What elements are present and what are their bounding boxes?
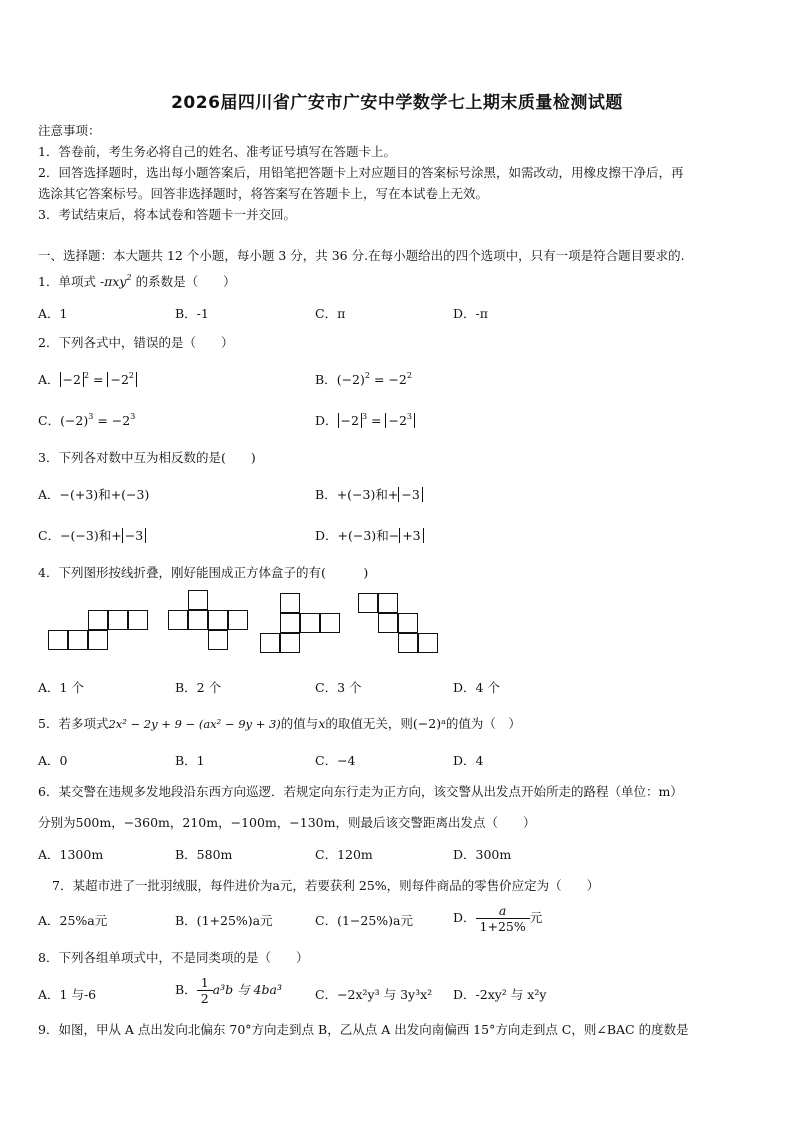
question-4: 4．下列图形按线折叠，刚好能围成正方体盒子的有( ) <box>38 565 369 580</box>
cube-net-3 <box>260 593 345 655</box>
notes-item-3: 3．考试结束后，将本试卷和答题卡一并交回。 <box>38 207 296 222</box>
q1-option-b: B．-1 <box>175 306 209 321</box>
q3-option-b: B．+(−3)和+ −3 <box>315 485 423 503</box>
q7-option-a: A．25%a元 <box>38 913 108 928</box>
notes-item-2: 2．回答选择题时，选出每小题答案后，用铅笔把答题卡上对应题目的答案标号涂黑，如需改动，用橡皮擦干净后，再 <box>38 165 684 180</box>
q1-option-a: A．1 <box>38 306 68 321</box>
q7-option-b: B．(1+25%)a元 <box>175 913 273 928</box>
q5-option-b: B．1 <box>175 753 205 768</box>
cube-net-4 <box>358 593 443 655</box>
q5-expr2: (−2)ᵃ <box>412 716 446 731</box>
q4-option-d: D．4 个 <box>453 680 500 695</box>
page-title: 2026届四川省广安市广安中学数学七上期末质量检测试题 <box>171 93 623 113</box>
q1-stem-b: 的系数是（ ） <box>135 274 236 289</box>
q1-option-c: C．π <box>315 306 346 321</box>
q5-option-a: A．0 <box>38 753 68 768</box>
q7-option-c: C．(1−25%)a元 <box>315 913 413 928</box>
q7-option-d: D． $\frac{a}{1+25\%}$ 元 <box>453 903 543 934</box>
q2-option-a: A． −2 $^2 = -2^2$ <box>38 370 137 388</box>
section-heading: 一、选择题：本大题共 12 个小题，每小题 3 分，共 36 分.在每小题给出的四个选项中，只有一项是符合题目要求的. <box>38 248 685 263</box>
q5-expr: 2x² − 2y + 9 − (ax² − 9y + 3) <box>108 717 281 731</box>
question-8: 8．下列各组单项式中，不是同类项的是（ ） <box>38 950 309 965</box>
q2-option-b: B．$(-2)^2 = -2^2$ <box>315 371 412 387</box>
q5-option-c: C．−4 <box>315 753 356 768</box>
question-6-line-1: 6．某交警在违规多发地段沿东西方向巡逻．若规定向东行走为正方向，该交警从出发点开始所走的路程（单位：m） <box>38 784 683 799</box>
q3-option-d: D．+(−3)和− +3 <box>315 526 424 544</box>
q4-option-a: A．1 个 <box>38 680 84 695</box>
q4-option-c: C．3 个 <box>315 680 362 695</box>
q2-option-c: C．$(-2)^3 = -2^3$ <box>38 412 136 428</box>
q1-option-d: D．-π <box>453 306 488 321</box>
cube-net-1 <box>48 590 153 652</box>
q2-option-d: D． −2 $^3 = -2^3$ <box>315 411 415 429</box>
q8-option-c: C．−2x²y³ 与 3y³x² <box>315 987 433 1002</box>
question-9: 9．如图，甲从 A 点出发向北偏东 70°方向走到点 B，乙从点 A 出发向南偏西 15°方向走到点 C，则∠BAC 的度数是 <box>38 1022 689 1037</box>
q6-option-d: D．300m <box>453 847 512 862</box>
q8-option-b: B． $\frac{1}{2}$ a³b 与 4ba³ <box>175 975 282 1006</box>
question-3: 3．下列各对数中互为相反数的是( ) <box>38 450 256 465</box>
q3-option-c: C．−(−3)和+ −3 <box>38 526 146 544</box>
question-1 <box>38 272 236 290</box>
q5-option-d: D．4 <box>453 753 484 768</box>
question-2: 2．下列各式中，错误的是（ ） <box>38 335 234 350</box>
q8-option-a: A．1 与-6 <box>38 987 97 1002</box>
question-7: 7．某超市进了一批羽绒服，每件进价为a元，若要获利 25%，则每件商品的零售价应定为（ ） <box>52 878 600 893</box>
q6-option-c: C．120m <box>315 847 373 862</box>
q3-option-a: A．−(+3)和+(−3) <box>38 487 150 502</box>
q1-expr: -πxy$^2$ <box>99 273 132 289</box>
notes-heading: 注意事项： <box>38 123 101 138</box>
question-5: 5．若多项式2x² − 2y + 9 − (ax² − 9y + 3)的值与x的取值无关，则(−2)ᵃ的值为（ ） <box>38 716 521 731</box>
notes-item-2-cont: 选涂其它答案标号。回答非选择题时，将答案写在答题卡上，写在本试卷上无效。 <box>38 186 489 201</box>
cube-net-2 <box>168 590 253 652</box>
q6-option-a: A．1300m <box>38 847 104 862</box>
q4-option-b: B．2 个 <box>175 680 222 695</box>
notes-item-1: 1．答卷前，考生务必将自己的姓名、准考证号填写在答题卡上。 <box>38 144 396 159</box>
question-6-line-2: 分别为500m，−360m，210m，−100m，−130m，则最后该交警距离出发点（ ） <box>38 815 536 830</box>
q6-option-b: B．580m <box>175 847 233 862</box>
q8-option-d: D．-2xy² 与 x²y <box>453 987 547 1002</box>
q1-stem-a: 1．单项式 <box>38 274 96 289</box>
